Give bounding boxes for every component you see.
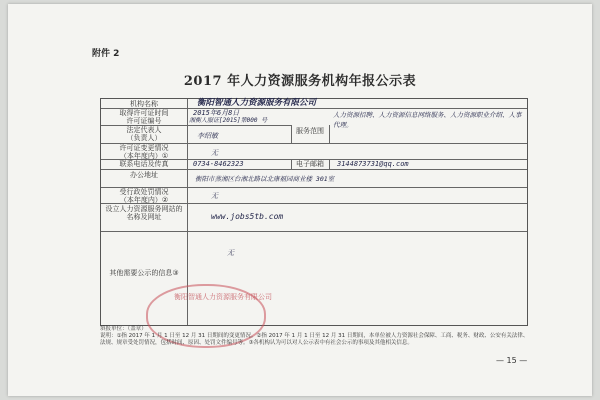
penalty-value: 无	[211, 192, 218, 200]
page-title: 2017 年人力资源服务机构年报公示表	[183, 74, 417, 89]
permit-change-value: 无	[211, 149, 218, 157]
org-name-value: 衡阳智通人力资源服务有限公司	[197, 98, 317, 108]
attachment-label: 附件 2	[92, 49, 120, 59]
permit-time-label: 取得许可证时间	[119, 109, 169, 117]
permit-time-value: 2015年6月8日	[193, 109, 240, 117]
footer-notes	[100, 326, 530, 347]
seal-text: 衡阳智通人力资源服务有限公司	[174, 293, 272, 301]
legal-rep-value: 李绍敏	[197, 132, 218, 140]
other-info-value: 无	[227, 249, 234, 257]
penalty-label: 受行政处罚情况 （本年度内）②	[119, 188, 169, 204]
email-value: 3144873731@qq.com	[337, 160, 409, 168]
permit-number-value: 湘衡人服证[2015]第000 号	[189, 117, 268, 124]
column-divider	[329, 159, 330, 169]
org-name-label: 机构名称	[130, 100, 158, 108]
permit-change-label: 许可证变更情况 （本年度内）①	[119, 144, 169, 160]
permit-number-label: 许可证编号	[126, 117, 162, 125]
row-divider	[101, 169, 527, 170]
filler-label: 填报单位：（盖章）	[100, 326, 147, 332]
service-scope-label: 服务范围	[296, 127, 324, 135]
website-value: www.jobs5tb.com	[211, 212, 284, 221]
office-address-label: 办公地址	[130, 171, 158, 179]
website-label: 设立人力资源服务网站的名称及网址	[105, 205, 183, 221]
contact-phone-label: 联系电话及传真	[119, 160, 169, 168]
legal-rep-label: 法定代表人 （负责人）	[126, 126, 162, 142]
other-info-label: 其他需要公示的信息③	[109, 269, 179, 277]
service-scope-value: 人力资源招聘、人力资源信息网络服务、人力资源职业介绍、人事代理。	[333, 111, 522, 129]
email-label: 电子邮箱	[296, 160, 324, 168]
column-divider	[329, 125, 330, 143]
explanation-text: 说明：①指 2017 年 1 月 1 日至 12 月 31 日期间的变更情况。②指 2017 年 1 月 1 日至 12 月 31 日期间，本单位被人力资源社会保障、工商、税务、财政、公安有关法律、法规、规章受处罚情况，包括时间、原因、处罚文件编号等。③各机构认为可以对人公示表中有社会公示的事项及其他相关信息。	[100, 333, 529, 346]
page-number: — 15 —	[496, 356, 528, 365]
contact-phone-value: 0734-8462323	[193, 160, 244, 168]
row-divider	[101, 231, 527, 232]
office-address-value: 衡阳市蒸湘区台湘北路以北康福园商业楼 301室	[195, 175, 335, 183]
document-page	[8, 4, 592, 396]
